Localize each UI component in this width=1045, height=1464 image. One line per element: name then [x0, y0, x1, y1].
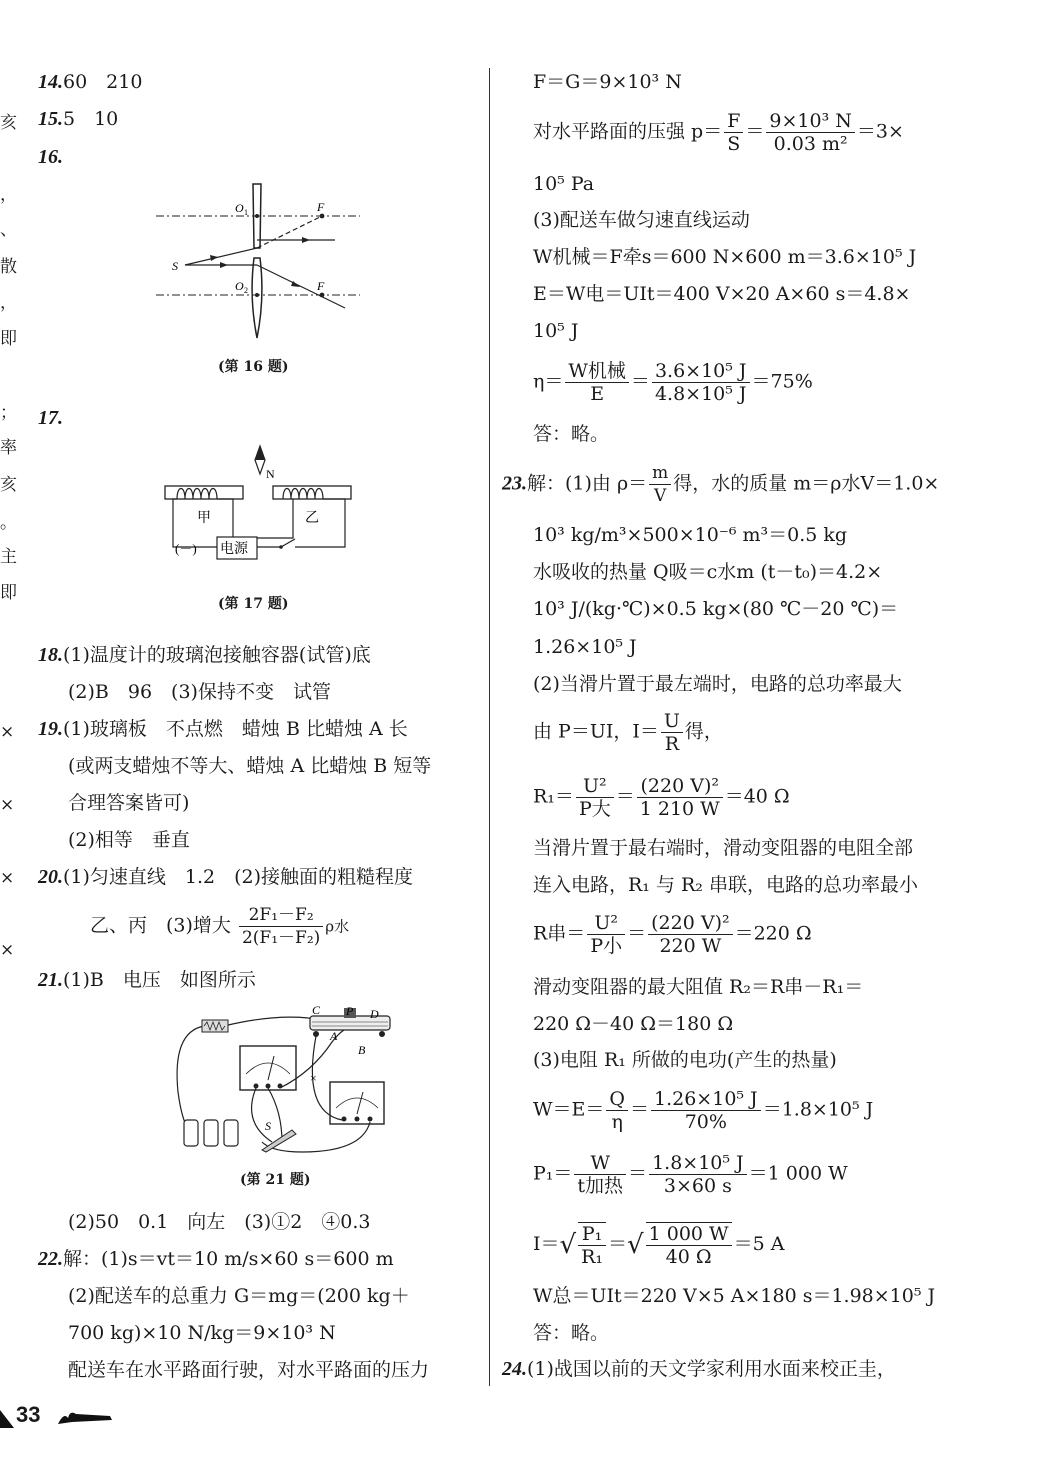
formula-text: 由 P＝UI，I＝	[533, 720, 659, 743]
fraction-denominator: R	[664, 733, 680, 755]
fraction-numerator: U²	[576, 775, 614, 798]
fraction-numerator: m	[649, 462, 671, 485]
fraction-denominator: E	[590, 383, 605, 405]
question-number: 21.	[38, 969, 63, 991]
question-number: 17.	[38, 407, 63, 429]
question-number: 14.	[38, 71, 63, 93]
line-5: W机械＝F牵s＝600 N×600 m＝3.6×10⁵ J	[533, 246, 917, 268]
edge-char: 散	[0, 257, 17, 277]
fraction-numerator: W机械	[565, 360, 629, 383]
line-4: (3)配送车做匀速直线运动	[533, 209, 750, 231]
answer-20-line2	[90, 904, 349, 949]
label-f-top: F	[317, 200, 325, 214]
answer-18	[38, 643, 371, 667]
formula-text: P₁＝	[533, 1162, 573, 1185]
answer-23	[502, 462, 939, 507]
answer-19-line2: (或两支蜡烛不等大、蜡烛 A 比蜡烛 B 短等	[68, 755, 432, 777]
answer-text: (1)玻璃板 不点燃 蜡烛 B 比蜡烛 A 长	[63, 718, 408, 740]
line-9: 答：略。	[533, 423, 610, 445]
line-27: W总＝UIt＝220 V×5 A×180 s＝1.98×10⁵ J	[533, 1285, 936, 1307]
figure-17-caption: (第 17 题)	[218, 596, 289, 612]
question-number: 23.	[502, 472, 527, 495]
label-s: S	[172, 259, 178, 273]
label-p: P	[346, 1003, 354, 1018]
label-a: A	[330, 1029, 338, 1043]
line-14: 1.26×10⁵ J	[533, 636, 637, 658]
edge-char: 、	[0, 220, 17, 240]
line-26: I＝√ $\frac{\text{P₁}}{\text{R₁}}$ ＝√ $\frac{1 000 W}{40 \Omega}$ ＝5 A	[533, 1223, 785, 1268]
edge-char: 主	[0, 547, 17, 567]
formula-text: ＝3×	[856, 120, 904, 143]
edge-char: 亥	[0, 113, 17, 133]
answer-text: 解：(1)s＝vt＝10 m/s×60 s＝600 m	[63, 1248, 394, 1270]
fraction-denominator: 4.8×10⁵ J	[654, 383, 747, 405]
fraction-numerator: 1.8×10⁵ J	[649, 1152, 747, 1175]
lens-diagram	[150, 178, 370, 348]
question-number: 24.	[502, 1358, 527, 1380]
line-21: 滑动变阻器的最大阻值 R₂＝R串－R₁＝	[533, 976, 864, 998]
fraction-denominator: 70%	[684, 1111, 727, 1133]
answer-19	[38, 717, 408, 741]
answer-text: (1)温度计的玻璃泡接触容器(试管)底	[63, 644, 371, 666]
label-n: N	[266, 467, 275, 481]
line-24: W＝E＝ $\frac{Q}{\eta}$ ＝ $\frac{\text{1.26×10⁵ J}}{70\%}$ ＝1.8×10⁵ J	[533, 1088, 874, 1133]
line-23: (3)电阻 R₁ 所做的电功(产生的热量)	[533, 1049, 837, 1071]
formula-text: 得，	[684, 720, 723, 743]
fraction-denominator: V	[654, 486, 667, 506]
answer-text: (1)战国以前的天文学家利用水面来校正圭，	[527, 1358, 896, 1380]
answer-21-line2: (2)50 0.1 向左 (3)①2 ④0.3	[68, 1211, 371, 1233]
label-c: C	[312, 1003, 321, 1017]
formula-text: 解：(1)由 ρ＝	[527, 472, 648, 495]
answer-14	[38, 70, 142, 94]
fraction-denominator: 3×60 s	[663, 1175, 732, 1197]
question-number: 15.	[38, 108, 63, 130]
formula-text: ＝75%	[751, 370, 813, 393]
label-jia: 甲	[197, 511, 211, 526]
line-8: η＝ $\frac{\text{W机械}}{E}$ ＝ $\frac{\text{3.6×10⁵ J}}{\text{4.8×10⁵ J}}$ ＝75%	[533, 360, 813, 405]
label-yi: 乙	[305, 511, 319, 526]
fraction-denominator: S	[727, 133, 741, 155]
circuit-diagram	[162, 1002, 394, 1162]
edge-char: 亥	[0, 475, 17, 495]
formula-text: ＝220 Ω	[734, 922, 812, 945]
fraction-denominator: R₁	[581, 1246, 604, 1268]
question-number: 18.	[38, 644, 63, 666]
page-number: 33	[16, 1402, 41, 1427]
line-20: R串＝ $\frac{\text{U²}}{\text{P小}}$ ＝ $\frac{\text{(220 V)²}}{220 W}$ ＝220 Ω	[533, 912, 812, 957]
answer-text: (1)匀速直线 1.2 (2)接触面的粗糙程度	[63, 866, 414, 888]
edge-char: ×	[0, 868, 15, 888]
formula-text: 得，水的质量 m＝ρ水V＝1.0×	[673, 472, 940, 495]
fraction-numerator: U²	[587, 912, 625, 935]
answer-24	[502, 1357, 896, 1381]
answer-22-line2: (2)配送车的总重力 G＝mg＝(200 kg＋	[68, 1285, 410, 1307]
label-o1: O	[235, 201, 244, 215]
figure-21-caption: (第 21 题)	[240, 1172, 311, 1188]
fraction-denominator: 40 Ω	[665, 1246, 712, 1268]
cross-mark: ×	[310, 1071, 317, 1085]
fraction-numerator: 3.6×10⁵ J	[652, 360, 750, 383]
label-d: D	[370, 1007, 379, 1021]
column-divider	[489, 68, 490, 1386]
answer-text: 5 10	[63, 108, 119, 130]
line-22: 220 Ω－40 Ω＝180 Ω	[533, 1013, 734, 1035]
line-25: P₁＝ $\frac{W}{\text{t加热}}$ ＝ $\frac{\text{1.8×10⁵ J}}{3\times 60 s}$ ＝1 000 W	[533, 1152, 848, 1197]
label-minus: (－)	[175, 541, 197, 556]
fraction-numerator: W	[574, 1152, 626, 1175]
figure-16-caption: (第 16 题)	[218, 359, 289, 375]
answer-text: 60 210	[63, 71, 143, 93]
edge-char: ×	[0, 940, 15, 960]
fraction-numerator: 1 000 W	[646, 1223, 732, 1246]
fraction-denominator: 0.03 m²	[773, 133, 848, 155]
fraction-denominator: 1 210 W	[639, 798, 720, 820]
edge-char: ，	[0, 185, 17, 205]
answer-21	[38, 968, 256, 992]
line-17: R₁＝ $\frac{\text{U²}}{\text{P大}}$ ＝ $\frac{\text{(220 V)²}}{1 210 W}$ ＝40 Ω	[533, 775, 790, 820]
answer-19-line3: 合理答案皆可)	[68, 792, 190, 814]
edge-char: 即	[0, 329, 17, 349]
label-o2-sub: 2	[244, 286, 248, 295]
formula-text: I＝	[533, 1233, 560, 1255]
edge-char: 。	[0, 513, 17, 533]
edge-char: 率	[0, 438, 17, 458]
edge-char: ×	[0, 722, 15, 742]
fraction-numerator: 1.26×10⁵ J	[651, 1088, 761, 1111]
line-18: 当滑片置于最右端时，滑动变阻器的电阻全部	[533, 837, 914, 859]
answer-18-line2: (2)B 96 (3)保持不变 试管	[68, 681, 331, 703]
question-number: 16.	[38, 146, 63, 168]
fraction-denominator: η	[611, 1111, 623, 1133]
label-f-bottom: F	[317, 279, 325, 293]
label-power-source: 电源	[220, 542, 248, 557]
formula-text: ＝5 A	[733, 1233, 785, 1255]
line-11: 10³ kg/m³×500×10⁻⁶ m³＝0.5 kg	[533, 524, 848, 546]
question-number: 22.	[38, 1248, 63, 1270]
line-15: (2)当滑片置于最左端时，电路的总功率最大	[533, 673, 902, 695]
formula-text: R串＝	[533, 922, 586, 945]
answer-text: (1)B 电压 如图所示	[63, 969, 256, 991]
line-3: 10⁵ Pa	[533, 173, 595, 195]
edge-char: ；	[0, 403, 17, 423]
fraction-numerator: 2F₁－F₂	[239, 904, 323, 927]
line-7: 10⁵ J	[533, 320, 579, 342]
answer-22-line3: 700 kg)×10 N/kg＝9×10³ N	[68, 1322, 336, 1344]
answer-22-line4: 配送车在水平路面行驶，对水平路面的压力	[68, 1359, 430, 1381]
answer-15	[38, 107, 118, 131]
fraction-numerator: 9×10³ N	[766, 110, 854, 133]
fraction-numerator: (220 V)²	[648, 912, 732, 935]
fraction-denominator: P小	[590, 935, 623, 957]
label-o1-sub: 1	[244, 208, 248, 217]
line-2: 对水平路面的压强 p＝ $\frac{F}{S}$ ＝ $\frac{\text{9×10³ N}}{\text{0.03 m²}}$ ＝3×	[533, 110, 904, 155]
formula-text: 对水平路面的压强 p＝	[533, 120, 723, 143]
formula-text: η＝	[533, 370, 564, 393]
edge-char: 即	[0, 583, 17, 603]
answer-16	[38, 145, 63, 169]
formula-text: ＝40 Ω	[724, 785, 790, 808]
fraction-numerator: P₁	[578, 1223, 606, 1246]
rho-water: ρ水	[325, 917, 350, 936]
fraction-numerator: Q	[606, 1088, 628, 1111]
fraction-numerator: F	[724, 110, 743, 133]
formula-text: ＝1 000 W	[748, 1162, 848, 1185]
answer-19-line4: (2)相等 垂直	[68, 829, 190, 851]
line-13: 10³ J/(kg·℃)×0.5 kg×(80 ℃－20 ℃)＝	[533, 598, 899, 620]
fraction-denominator: t加热	[577, 1175, 624, 1197]
fraction-numerator: U	[661, 710, 683, 733]
edge-char: ×	[0, 795, 15, 815]
label-o2: O	[235, 279, 244, 293]
electromagnet-diagram	[155, 440, 365, 580]
label-b: B	[358, 1043, 366, 1057]
formula-text: R₁＝	[533, 785, 574, 808]
fraction-numerator: (220 V)²	[637, 775, 723, 798]
answer-20	[38, 865, 413, 889]
fraction-denominator: P大	[578, 798, 611, 820]
question-number: 20.	[38, 866, 63, 888]
answer-text: 乙、丙 (3)增大	[90, 914, 231, 937]
question-number: 19.	[38, 718, 63, 740]
formula-text: ＝1.8×10⁵ J	[762, 1098, 874, 1121]
fraction-denominator: 220 W	[659, 935, 722, 957]
fraction-denominator: 2(F₁－F₂)	[241, 928, 321, 948]
line-19: 连入电路，R₁ 与 R₂ 串联，电路的总功率最小	[533, 874, 918, 896]
line-1: F＝G＝9×10³ N	[533, 71, 682, 93]
edge-char: ，	[0, 293, 17, 313]
formula-text: W＝E＝	[533, 1098, 605, 1121]
line-28: 答：略。	[533, 1322, 610, 1344]
answer-17	[38, 406, 63, 430]
line-16	[533, 710, 723, 755]
line-12: 水吸收的热量 Q吸＝c水m (t－t₀)＝4.2×	[533, 561, 883, 583]
line-6: E＝W电＝UIt＝400 V×20 A×60 s＝4.8×	[533, 283, 911, 305]
answer-22	[38, 1247, 394, 1271]
label-s: S	[265, 1119, 271, 1133]
